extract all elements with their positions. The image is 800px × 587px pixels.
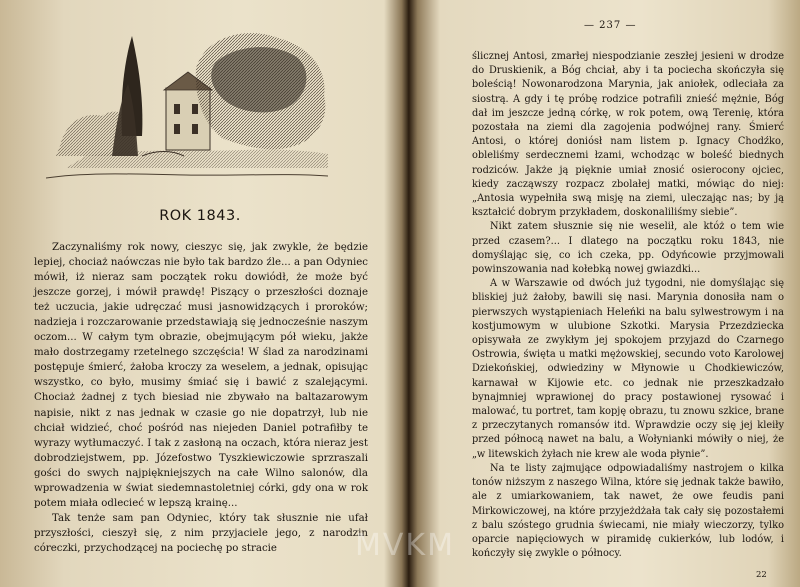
paragraph: Tak tenże sam pan Odyniec, który tak słusznie nie ufał przyszłości, cieszył się, z nim przyjaciele jego, z narodzin córeczki, przychodzącej na pociechę po stracie: [34, 512, 368, 554]
paragraph: ślicznej Antosi, zmarłej niespodzianie zeszłej jesieni w drodze do Druskienik, a Bóg chciał, aby i ta pociecha skończyła się boleścią! Nowonarodzona Marynia, jak aniołek, odleciała za siostrą. A gdy i tę próbę rodzice potrafili znieść mężnie, Bóg dał im jeszcze jedną córkę, w rok potem, ową Terenię, która pozostała na ziemi dla zagojenia podwójnej rany. Śmierć Antosi, o której doniósł nam listem p. Ignacy Chodźko, obleliśmy serdecznemi łzami, wchodząc w boleść biednych rodziców. Jakże ją pięknie umiał znosić osierocony ojciec, kiedy zacząwszy rozpacz zbolałej matki, mówiąc do niej: „Antosia wypełniła swą misję na ziemi, uleczając nas; by ją kształcić dobrym przykładem, doskonaliliśmy siebie”.: [472, 51, 784, 219]
landscape-illustration: [46, 28, 328, 180]
right-page-body: [472, 50, 784, 561]
paragraph: Zaczynaliśmy rok nowy, cieszyc się, jak zwykle, że będzie lepiej, chociaż naówczas nie było tak bardzo źle... a pan Odyniec mówił, iż nieraz sam początek roku dowiódł, że może być jeszcze gorzej, i mówił prawdę! Piszący o przeszłości doznaje też uczucia, jakie udręczać musi jasnowidzących i proroków; nadzieja i rozczarowanie przedstawiają się jednocześnie naszym oczom... W całym tym obrazie, obejmującym pół wieku, jakże mało dostrzegamy rzetelnego szczęścia! W ślad za narodzinami postępuje śmierć, żałoba kroczy za weselem, a jednak, opisując wszystko, co było, musimy śmiać się i bawić z szalejącymi. Chociaż żadnej z tych biesiad nie zbywało na baltazarowym napisie, nikt z nas jednak w czasie go nie dopatrzył, lub nie chciał widzieć, choć pośród nas niejeden Daniel potrafiłby te wyrazy wytłumaczyć. I tak z zasłoną na oczach, która nieraz jest dobrodziejstwem, pp. Józefostwo Tyszkiewiczowie sprzraszali gości do swych najpiękniejszych na całe Wilno salonów, dla wprowadzenia w świat siedemnastoletniej córki, gdy ona w rok potem miała odlecieć w lepszą krainę...: [34, 242, 368, 509]
left-page-body: [34, 240, 368, 556]
paragraph: Na te listy zajmujące odpowiadaliśmy nastrojem o kilka tonów niższym z naszego Wilna, które się jednak także bawiło, ale z umiarkowaniem, tak nawet, że owe feudis pani Mirkowiczowej, na które przyjeżdżała tak cały się pozostałemi z balu szóstego grudnia świecami, nie miały wieczorzy, tylko oparcie napięciowych w piramidę cukierków, lub lodów, i kończyły się zwykle o północy.: [472, 462, 784, 560]
chapter-heading: ROK 1843.: [159, 208, 241, 224]
right-page: [416, 0, 800, 587]
paragraph: Nikt zatem słusznie się nie weselił, ale któż o tem wie przed czasem?... I dlatego na początku roku 1843, nie domyślając się, co ich czeka, pp. Odyńcowie przyjmowali powinszowania nad kołebką nowej gwiazdki...: [472, 221, 784, 276]
watermark: MVKM: [355, 528, 455, 563]
page-number: — 237 —: [584, 20, 637, 31]
paragraph: A w Warszawie od dwóch już tygodni, nie domyślając się bliskiej już żałoby, bawili się nasi. Marynia donosiła nam o pierwszych wystąpieniach Heleńki na balu sylwestrowym i na kostjumowym w ulubione Szkotki. Marysia Przezdziecka opisywała ze zwykłym jej spokojem przyjazd do Czarnego Ostrowia, święta u matki mężowskiej, secundo voto Karolowej Dziekońskiej, odwiedziny w Młynowie u Chodkiewiczów, karnawał w Kijowie etc. co jednak nie przeszkadzało bynajmniej wprawionej do pracy postawionej rysować i malować, tu portret, tam kopję obrazu, tu znowu szkice, brane z przeczytanych romansów itd. Wprawdzie oczy się jej kleiły przed północą nawet na balu, a Wołynianki mówiły o niej, że „w litewskich żyłach nie krew ale woda płynie”.: [472, 278, 784, 460]
signature-mark: 22: [756, 570, 767, 580]
